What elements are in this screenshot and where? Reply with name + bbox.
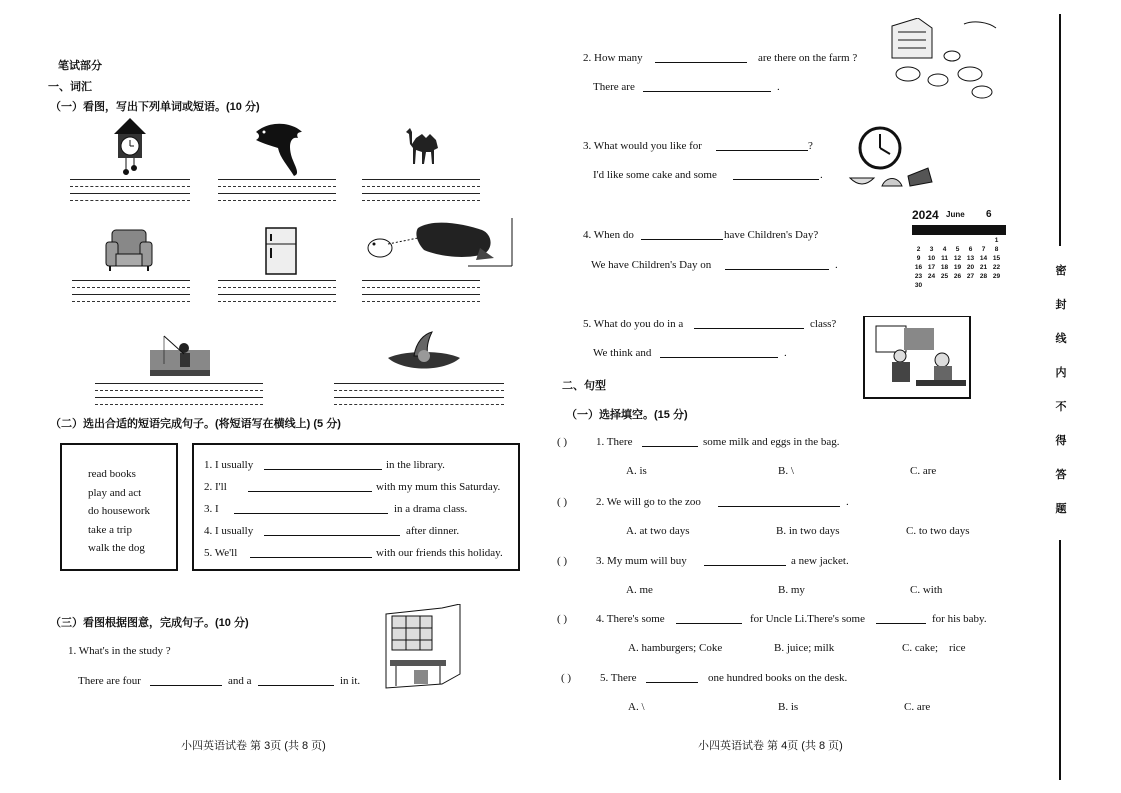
calendar-day: 18 bbox=[940, 264, 949, 271]
answer-paren[interactable]: ( ) bbox=[557, 613, 568, 625]
left-footer: 小四英语试卷 第 3页 (共 8 页) bbox=[181, 740, 326, 752]
question-text: some milk and eggs in the bag. bbox=[703, 436, 840, 448]
answer-blank[interactable] bbox=[718, 496, 840, 507]
calendar-day: 24 bbox=[927, 273, 936, 280]
calendar-day: 19 bbox=[953, 264, 962, 271]
calendar-day: 29 bbox=[992, 273, 1001, 280]
calendar-day bbox=[912, 237, 925, 246]
seal-char: 密 bbox=[1055, 265, 1067, 277]
answer-blank[interactable] bbox=[264, 459, 382, 470]
question-text: are there on the farm ? bbox=[758, 52, 858, 64]
sentence-text: 5. We'll bbox=[204, 547, 238, 559]
calendar-year: 2024 bbox=[912, 208, 939, 222]
calendar-day: 26 bbox=[953, 273, 962, 280]
option-c[interactable]: C. are bbox=[910, 465, 937, 477]
question-text: . bbox=[820, 169, 823, 181]
camel-picture bbox=[402, 124, 442, 166]
answer-blank[interactable] bbox=[704, 555, 786, 566]
right-footer: 小四英语试卷 第 4页 (共 8 页) bbox=[698, 740, 843, 752]
calendar-grid bbox=[912, 237, 1006, 291]
classroom-picture bbox=[862, 316, 972, 400]
calendar-day: 25 bbox=[940, 273, 949, 280]
calendar-day: 15 bbox=[992, 255, 1001, 262]
option-a[interactable]: A. me bbox=[626, 584, 653, 596]
calendar-day bbox=[938, 282, 951, 291]
calendar-day: 3 bbox=[929, 246, 934, 253]
seal-char: 答 bbox=[1055, 469, 1067, 481]
answer-blank[interactable] bbox=[258, 675, 334, 686]
calendar-day: 28 bbox=[979, 273, 988, 280]
calendar-day bbox=[951, 282, 964, 291]
dolphin-picture bbox=[250, 118, 310, 178]
sentence-box bbox=[192, 443, 520, 571]
calendar-day: 1 bbox=[994, 237, 999, 244]
calendar-day: 2 bbox=[916, 246, 921, 253]
answer-paren[interactable]: ( ) bbox=[557, 436, 568, 448]
part2-title: （二）选出合适的短语完成句子。(将短语写在横线上) (5 分) bbox=[50, 418, 341, 430]
answer-blank[interactable] bbox=[733, 169, 819, 180]
option-a[interactable]: A. hamburgers; Coke bbox=[628, 642, 723, 654]
question-text: have Children's Day? bbox=[724, 229, 819, 241]
sentence-text: 3. I bbox=[204, 503, 219, 515]
calendar-day bbox=[938, 237, 951, 246]
question-text: 3. What would you like for bbox=[583, 140, 702, 152]
calendar-day bbox=[990, 282, 1003, 291]
answer-text: in it. bbox=[340, 675, 361, 687]
calendar-day: 17 bbox=[927, 264, 936, 271]
answer-text: There are four bbox=[78, 675, 141, 687]
section-written: 笔试部分 bbox=[58, 60, 102, 72]
answer-blank[interactable] bbox=[716, 140, 808, 151]
option-c[interactable]: C. to two days bbox=[906, 525, 970, 537]
section-vocab: 一、词汇 bbox=[48, 81, 92, 93]
option-b[interactable]: B. \ bbox=[778, 465, 794, 477]
answer-blank[interactable] bbox=[876, 613, 926, 624]
question-text: a new jacket. bbox=[791, 555, 849, 567]
question-text: 5. There bbox=[600, 672, 637, 684]
option-c[interactable]: C. with bbox=[910, 584, 943, 596]
seal-char: 题 bbox=[1055, 503, 1067, 515]
calendar-day: 4 bbox=[942, 246, 947, 253]
question-text: 3. My mum will buy bbox=[596, 555, 687, 567]
answer-paren[interactable]: ( ) bbox=[561, 672, 572, 684]
answer-blank[interactable] bbox=[264, 525, 400, 536]
answer-blank[interactable] bbox=[646, 672, 698, 683]
question-text: 5. What do you do in a bbox=[583, 318, 684, 330]
question-text: . bbox=[784, 347, 787, 359]
part3-title: （三）看图根据图意，完成句子。(10 分) bbox=[50, 617, 249, 629]
question-text: class? bbox=[810, 318, 837, 330]
calendar-day bbox=[925, 282, 938, 291]
calendar-day: 16 bbox=[914, 264, 923, 271]
question-text: 4. There's some bbox=[596, 613, 665, 625]
calendar-day: 8 bbox=[994, 246, 999, 253]
question-text: 1. There bbox=[596, 436, 633, 448]
phrase-item: read books bbox=[88, 468, 136, 480]
calendar-day bbox=[951, 237, 964, 246]
answer-blank[interactable] bbox=[725, 259, 829, 270]
fishing-picture bbox=[150, 334, 210, 378]
phrase-item: walk the dog bbox=[88, 542, 145, 554]
answer-text: and a bbox=[228, 675, 252, 687]
calendar-day bbox=[964, 237, 977, 246]
calendar-day: 6 bbox=[968, 246, 973, 253]
question-study: 1. What's in the study ? bbox=[68, 645, 171, 657]
calendar-day: 21 bbox=[979, 264, 988, 271]
sentence-text: with my mum this Saturday. bbox=[376, 481, 501, 493]
calendar-day bbox=[964, 282, 977, 291]
question-text: for his baby. bbox=[932, 613, 987, 625]
answer-paren[interactable]: ( ) bbox=[557, 555, 568, 567]
calendar-day: 7 bbox=[981, 246, 986, 253]
calendar-day: 30 bbox=[914, 282, 923, 289]
dog-and-sofa-picture bbox=[364, 218, 516, 270]
seal-line-bottom bbox=[1059, 540, 1061, 780]
calendar-day: 27 bbox=[966, 273, 975, 280]
question-text: 2. We will go to the zoo bbox=[596, 496, 701, 508]
clock-and-food-picture bbox=[842, 124, 936, 198]
question-text: for Uncle Li.There's some bbox=[750, 613, 865, 625]
question-text: I'd like some cake and some bbox=[593, 169, 717, 181]
calendar-day: 23 bbox=[914, 273, 923, 280]
option-a[interactable]: A. \ bbox=[628, 701, 645, 713]
answer-blank[interactable] bbox=[234, 503, 388, 514]
calendar-day bbox=[977, 237, 990, 246]
sentence-text: after dinner. bbox=[406, 525, 460, 537]
option-b[interactable]: B. juice; milk bbox=[774, 642, 835, 654]
seal-warning bbox=[1052, 262, 1070, 534]
calendar-month: June bbox=[946, 210, 965, 219]
sentence-text: in a drama class. bbox=[394, 503, 468, 515]
sentence-text: 2. I'll bbox=[204, 481, 227, 493]
answer-blank[interactable] bbox=[150, 675, 222, 686]
part1-title: （一）看图，写出下列单词或短语。(10 分) bbox=[50, 101, 260, 113]
boat-on-water-picture bbox=[384, 326, 464, 378]
seal-char: 内 bbox=[1055, 367, 1067, 379]
fridge-picture bbox=[264, 226, 298, 276]
seal-char: 不 bbox=[1055, 401, 1067, 413]
section-sentence: 二、句型 bbox=[562, 380, 606, 392]
question-text: We think and bbox=[593, 347, 652, 359]
calendar-day: 14 bbox=[979, 255, 988, 262]
calendar bbox=[912, 208, 1006, 291]
study-room-picture bbox=[382, 604, 462, 696]
answer-blank[interactable] bbox=[643, 81, 771, 92]
farm-picture bbox=[878, 18, 1004, 102]
calendar-day: 22 bbox=[992, 264, 1001, 271]
calendar-day: 9 bbox=[916, 255, 921, 262]
question-text: There are bbox=[593, 81, 635, 93]
cuckoo-clock-picture bbox=[112, 116, 148, 176]
option-a[interactable]: A. at two days bbox=[626, 525, 690, 537]
phrase-item: play and act bbox=[88, 486, 142, 499]
option-c[interactable]: C. are bbox=[904, 701, 931, 713]
phrase-item: take a trip bbox=[88, 523, 132, 536]
answer-blank[interactable] bbox=[660, 347, 778, 358]
calendar-day: 12 bbox=[953, 255, 962, 262]
calendar-day: 10 bbox=[927, 255, 936, 262]
calendar-day: 11 bbox=[941, 255, 948, 262]
seal-char: 得 bbox=[1055, 435, 1067, 447]
phrase-box bbox=[60, 443, 178, 571]
question-text: . bbox=[777, 81, 780, 93]
option-c[interactable]: C. cake; rice bbox=[902, 642, 966, 654]
question-text: one hundred books on the desk. bbox=[708, 672, 848, 684]
calendar-day: 20 bbox=[966, 264, 975, 271]
option-a[interactable]: A. is bbox=[626, 465, 647, 477]
part-choice-title: （一）选择填空。(15 分) bbox=[566, 409, 688, 421]
sentence-text: in the library. bbox=[386, 459, 445, 471]
question-text: . bbox=[835, 259, 838, 271]
question-text: 4. When do bbox=[583, 229, 634, 241]
answer-paren[interactable]: ( ) bbox=[557, 496, 568, 508]
option-b[interactable]: B. my bbox=[778, 584, 805, 596]
answer-blank[interactable] bbox=[676, 613, 742, 624]
question-text: . bbox=[846, 496, 849, 508]
calendar-month-number: 6 bbox=[986, 209, 992, 220]
seal-char: 封 bbox=[1055, 299, 1067, 311]
question-text: We have Children's Day on bbox=[591, 259, 712, 271]
option-b[interactable]: B. in two days bbox=[776, 525, 840, 537]
sentence-text: with our friends this holiday. bbox=[376, 547, 503, 559]
phrase-item: do housework bbox=[88, 505, 151, 517]
armchair-picture bbox=[104, 228, 154, 272]
calendar-day bbox=[925, 237, 938, 246]
question-text: 2. How many bbox=[583, 52, 643, 64]
question-text: ? bbox=[808, 140, 813, 152]
seal-line-top bbox=[1059, 14, 1061, 246]
calendar-day: 5 bbox=[955, 246, 960, 253]
answer-blank[interactable] bbox=[641, 229, 723, 240]
sentence-1 bbox=[204, 459, 253, 471]
option-b[interactable]: B. is bbox=[778, 701, 799, 713]
sentence-text: 1. I usually bbox=[204, 459, 254, 471]
calendar-weekday-bar bbox=[912, 225, 1006, 235]
seal-char: 线 bbox=[1055, 333, 1067, 345]
answer-blank[interactable] bbox=[642, 436, 698, 447]
answer-blank[interactable] bbox=[655, 52, 747, 63]
calendar-day: 13 bbox=[966, 255, 975, 262]
sentence-text: 4. I usually bbox=[204, 525, 254, 537]
answer-blank[interactable] bbox=[694, 318, 804, 329]
answer-blank[interactable] bbox=[248, 481, 372, 492]
answer-blank[interactable] bbox=[250, 547, 372, 558]
calendar-day bbox=[977, 282, 990, 291]
